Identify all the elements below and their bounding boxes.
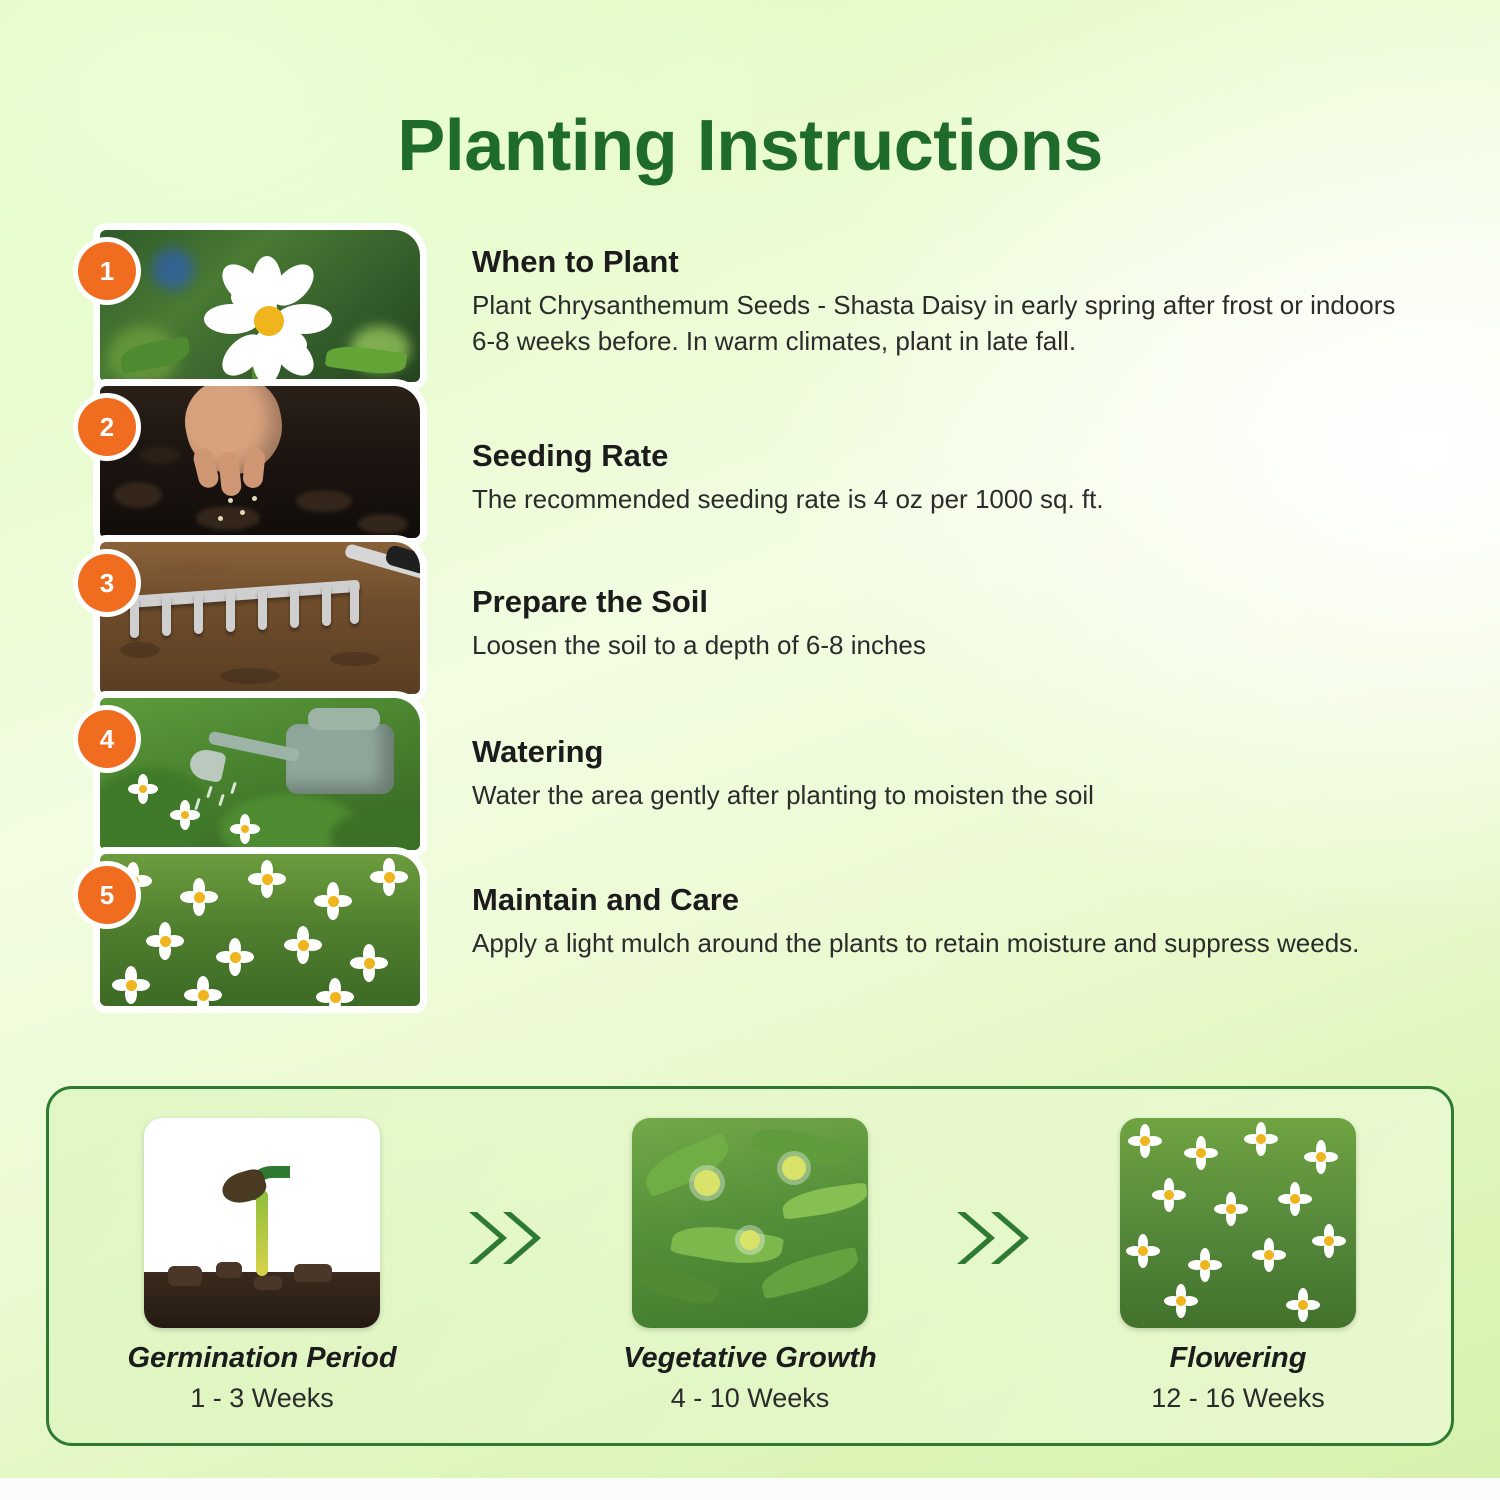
step-thumbnail-wrap [90,542,420,694]
step-number-badge: 3 [78,554,136,612]
step-text [420,386,1440,517]
blooming-daisies-photo [1120,1118,1356,1328]
step-text [420,698,1440,813]
timeline-stage-vegetative [585,1118,915,1414]
step-item [90,854,1440,1006]
step-number-badge: 1 [78,242,136,300]
step-title: Maintain and Care [472,882,739,918]
step-body: Plant Chrysanthemum Seeds - Shasta Daisy in early spring after frost or indoors 6-8 weeks before. In warm climates, plant in late fall. [472,290,1396,356]
step-item [90,698,1440,850]
timeline-stage-duration: 4 - 10 Weeks [670,1383,830,1413]
step-title: When to Plant [472,244,679,280]
step-body: The recommended seeding rate is 4 oz per 1000 sq. ft. [472,484,1104,515]
step-number-badge: 2 [78,398,136,456]
step-number-badge: 5 [78,866,136,924]
timeline-stage-duration: 12 - 16 Weeks [1151,1383,1325,1413]
step-item [90,386,1440,538]
step-title: Watering [472,734,604,770]
step-item [90,542,1440,694]
timeline-stage-germination [97,1118,427,1414]
growth-timeline-panel [46,1086,1454,1446]
step-thumbnail-wrap [90,854,420,1006]
step-body: Apply a light mulch around the plants to retain moisture and suppress weeds. [472,928,1360,959]
step-thumbnail-wrap [90,386,420,538]
step-title: Seeding Rate [472,438,669,474]
step-body: Loosen the soil to a depth of 6-8 inches [472,630,926,661]
rake-on-soil-photo [100,542,420,694]
steps-list [0,230,1500,1006]
double-chevron-right-icon [463,1206,549,1270]
step-body: Water the area gently after planting to moisten the soil [472,780,1094,811]
seedling-sprout-photo [144,1118,380,1328]
page-title: Planting Instructions [397,106,1103,187]
daisy-field-photo [100,854,420,1006]
white-daisy-closeup-photo [100,230,420,382]
green-foliage-photo [632,1118,868,1328]
step-title: Prepare the Soil [472,584,709,620]
step-text [420,854,1440,961]
watering-can-photo [100,698,420,850]
timeline-stage-duration: 1 - 3 Weeks [190,1383,334,1413]
timeline-stage-title: Vegetative Growth [623,1342,877,1374]
timeline-stage-flowering [1073,1118,1403,1414]
step-thumbnail-wrap [90,230,420,382]
step-item [90,230,1440,382]
timeline-stage-title: Germination Period [127,1342,397,1374]
timeline-stage-title: Flowering [1169,1342,1307,1374]
step-text [420,542,1440,663]
step-number-badge: 4 [78,710,136,768]
hand-sowing-seeds-photo [100,386,420,538]
step-text [420,230,1440,359]
double-chevron-right-icon [951,1206,1037,1270]
step-thumbnail-wrap [90,698,420,850]
